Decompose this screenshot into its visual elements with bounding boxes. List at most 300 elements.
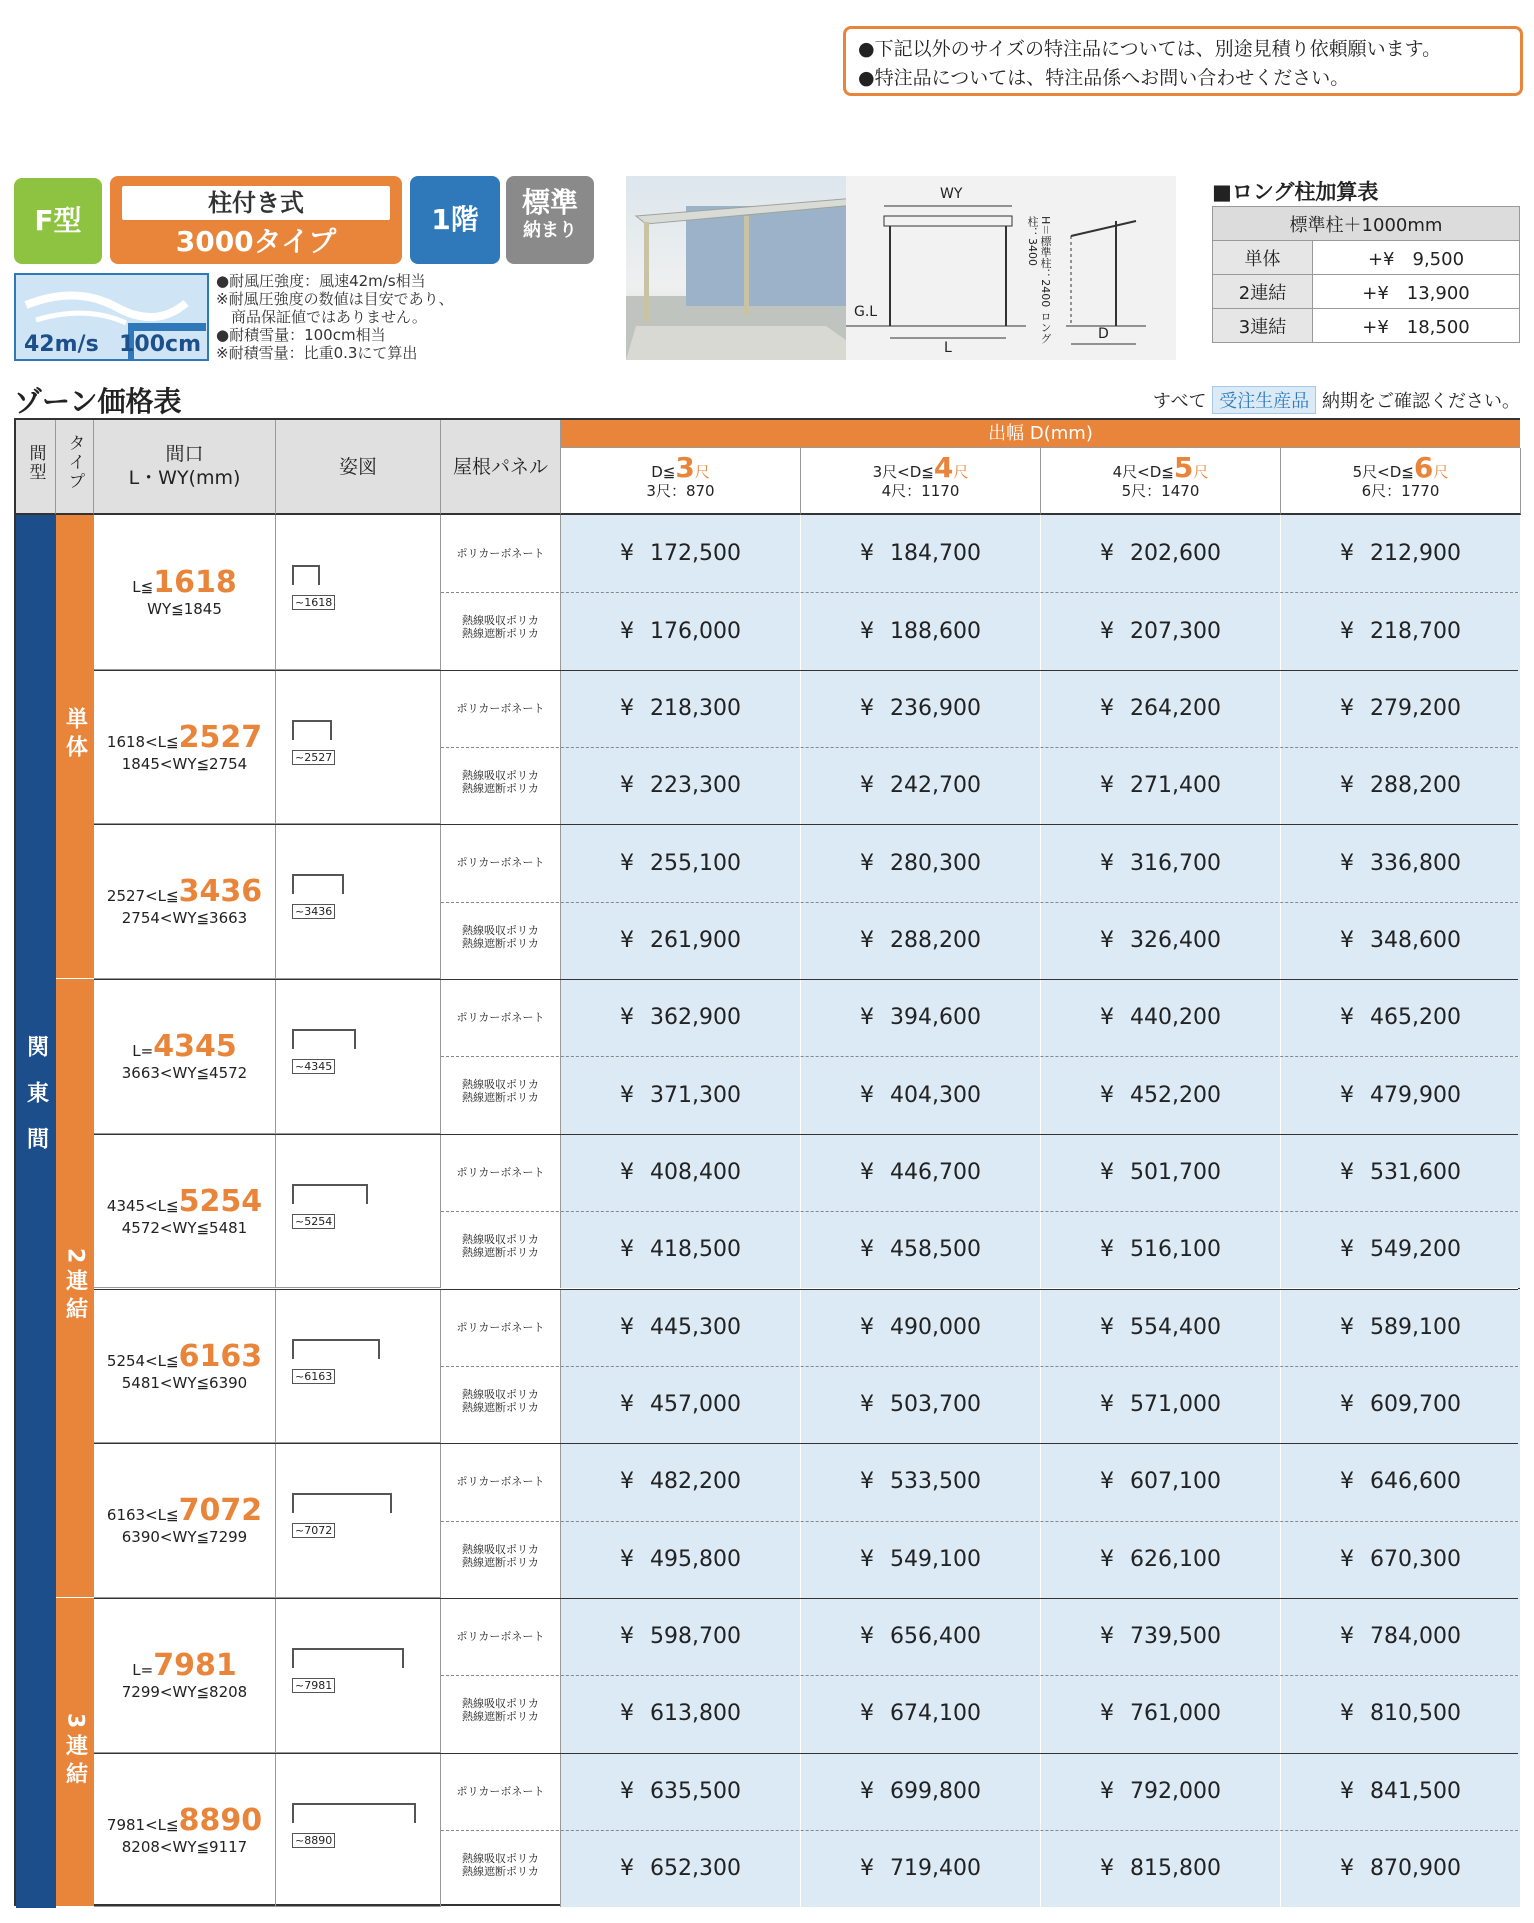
long-post-title: ■ロング柱加算表 [1212, 180, 1379, 204]
price-value: 336,800 [1370, 850, 1461, 876]
structure-figure [292, 1184, 368, 1204]
price-cell [1281, 1598, 1521, 1675]
size-cell [94, 1134, 276, 1289]
price-value: 490,000 [890, 1314, 981, 1340]
depth-header-3 [561, 448, 801, 515]
panel-heat-cut [441, 1056, 561, 1133]
header-panel: 屋根パネル [441, 420, 561, 515]
price-cell [801, 515, 1041, 592]
price-cell [561, 1598, 801, 1675]
price-value: 503,700 [890, 1392, 981, 1418]
size-pre: 5254<L≦ [106, 1351, 179, 1370]
size-pre: L≦ [132, 578, 154, 596]
panel-heat-absorb: 熱線吸収ポリカ [462, 614, 539, 628]
type-column-1 [56, 979, 94, 1598]
yen-sign: ¥ [1100, 695, 1114, 721]
type-column-2 [56, 1598, 94, 1907]
price-cell [1281, 1753, 1521, 1830]
panel-polycarbonate: ポリカーボネート [441, 1753, 561, 1830]
table-grid [16, 420, 1518, 1904]
depth-header-4 [801, 448, 1041, 515]
price-value: 635,500 [650, 1778, 741, 1804]
price-cell [561, 515, 801, 592]
spec-line: ※耐積雪量：比重0.3にて算出 [216, 344, 418, 362]
yen-sign: ¥ [1100, 1624, 1114, 1650]
header-maken [16, 420, 56, 515]
price-cell [1281, 747, 1521, 824]
yen-sign: ¥ [620, 1314, 634, 1340]
panel-heat-absorb: 熱線吸収ポリカ [462, 1542, 539, 1556]
price-value: 218,700 [1370, 618, 1461, 644]
yen-sign: ¥ [1340, 773, 1354, 799]
figure-width-label: ~8890 [292, 1833, 335, 1848]
price-cell [1281, 1211, 1521, 1288]
size-wy: 5481<WY≦6390 [121, 1373, 248, 1392]
panel-polycarbonate: ポリカーボネート [441, 1598, 561, 1675]
notice-box [843, 26, 1523, 96]
structure-figure [292, 1339, 380, 1359]
row-divider-dashed [441, 1366, 1518, 1367]
yen-sign: ¥ [620, 1624, 634, 1650]
price-value: 656,400 [890, 1624, 981, 1650]
structure-figure [292, 1803, 416, 1823]
price-value: 172,500 [650, 541, 741, 567]
header-figure: 姿図 [276, 420, 441, 515]
price-value: 212,900 [1370, 541, 1461, 567]
size-wy: 3663<WY≦4572 [121, 1064, 248, 1083]
panel-polycarbonate: ポリカーボネート [441, 824, 561, 901]
zone-note [1153, 386, 1520, 414]
size-value: 8890 [178, 1802, 263, 1838]
yen-sign: ¥ [1340, 1546, 1354, 1572]
long-post-label: 3連結 [1213, 309, 1313, 343]
price-value: 271,400 [1130, 773, 1221, 799]
yen-sign: ¥ [620, 773, 634, 799]
yen-sign: ¥ [860, 1701, 874, 1727]
standard-badge-line1: 標準 [521, 186, 578, 219]
long-post-table [1212, 206, 1520, 343]
price-cell [1281, 1289, 1521, 1366]
long-post-price: +¥ 9,500 [1313, 241, 1520, 275]
size-wy: 2754<WY≦3663 [121, 909, 248, 928]
size-value: 1618 [153, 565, 237, 600]
price-value: 288,200 [1370, 773, 1461, 799]
diagram-wy-label: WY [940, 186, 963, 202]
row-divider-dashed [441, 747, 1518, 748]
yen-sign: ¥ [1340, 1701, 1354, 1727]
depth-header-value: 5 [1173, 451, 1194, 484]
size-wy: 8208<WY≦9117 [121, 1837, 248, 1856]
price-value: 652,300 [650, 1856, 741, 1882]
price-value: 280,300 [890, 850, 981, 876]
price-cell [561, 979, 801, 1056]
zone-column-label: 関東間 [23, 1035, 49, 1173]
row-divider-dashed [441, 1056, 1518, 1057]
terrace-illustration [626, 176, 874, 360]
row-divider-solid [94, 979, 1518, 980]
price-cell [1281, 592, 1521, 669]
price-value: 613,800 [650, 1701, 741, 1727]
price-value: 264,200 [1130, 695, 1221, 721]
depth-header-sub: 5尺：1470 [1121, 482, 1200, 500]
price-cell [1041, 515, 1281, 592]
type-badge [110, 176, 402, 264]
row-divider-solid [94, 824, 1518, 825]
size-cell [94, 515, 276, 670]
zone-price-table [14, 418, 1520, 1906]
price-cell [561, 1521, 801, 1598]
price-value: 674,100 [890, 1701, 981, 1727]
price-cell [801, 592, 1041, 669]
depth-header-unit: 尺 [953, 463, 969, 481]
yen-sign: ¥ [860, 541, 874, 567]
panel-polycarbonate: ポリカーボネート [441, 979, 561, 1056]
yen-sign: ¥ [860, 1546, 874, 1572]
long-post-label: 2連結 [1213, 275, 1313, 309]
panel-heat-cut [441, 747, 561, 824]
price-cell [801, 1753, 1041, 1830]
figure-cell [276, 670, 441, 825]
price-cell [1041, 1289, 1281, 1366]
yen-sign: ¥ [1100, 1856, 1114, 1882]
type-column-0 [56, 515, 94, 979]
price-cell [1281, 1443, 1521, 1520]
yen-sign: ¥ [620, 1778, 634, 1804]
price-value: 533,500 [890, 1469, 981, 1495]
price-cell [1281, 824, 1521, 901]
yen-sign: ¥ [860, 773, 874, 799]
row-divider-dashed [441, 1675, 1518, 1676]
yen-sign: ¥ [620, 695, 634, 721]
figure-width-label: ~6163 [292, 1369, 335, 1384]
header-depth: 出幅 D(mm) [561, 420, 1520, 448]
row-divider-solid [94, 1598, 1518, 1599]
panel-heat-cut [441, 1366, 561, 1443]
wind-snow-icon [14, 273, 209, 361]
long-post-price: +¥ 18,500 [1313, 309, 1520, 343]
price-value: 626,100 [1130, 1546, 1221, 1572]
figure-width-label: ~7981 [292, 1678, 335, 1693]
price-value: 394,600 [890, 1005, 981, 1031]
yen-sign: ¥ [1100, 1159, 1114, 1185]
price-value: 362,900 [650, 1005, 741, 1031]
price-cell [801, 1366, 1041, 1443]
yen-sign: ¥ [1100, 927, 1114, 953]
depth-header-6 [1281, 448, 1521, 515]
size-wy: 7299<WY≦8208 [121, 1682, 248, 1701]
price-cell [561, 747, 801, 824]
spec-line: ●耐風圧強度：風速42m/s相当 [216, 272, 426, 290]
row-divider-solid [94, 670, 1518, 671]
price-value: 288,200 [890, 927, 981, 953]
zone-note-pre: すべて [1152, 391, 1207, 412]
price-value: 242,700 [890, 773, 981, 799]
price-cell [1041, 1056, 1281, 1133]
price-cell [801, 1211, 1041, 1288]
size-pre: 6163<L≦ [106, 1506, 179, 1525]
spec-line: ●耐積雪量：100cm相当 [216, 326, 386, 344]
yen-sign: ¥ [620, 1082, 634, 1108]
size-pre: L= [132, 1660, 154, 1679]
zone-note-post: 納期をご確認ください。 [1322, 391, 1520, 412]
yen-sign: ¥ [620, 1159, 634, 1185]
yen-sign: ¥ [1340, 1314, 1354, 1340]
zone-price-title: ゾーン価格表 [14, 385, 182, 418]
yen-sign: ¥ [860, 1392, 874, 1418]
yen-sign: ¥ [1340, 1778, 1354, 1804]
price-value: 458,500 [890, 1237, 981, 1263]
price-cell [1041, 1753, 1281, 1830]
yen-sign: ¥ [1340, 1237, 1354, 1263]
product-photo [626, 176, 874, 360]
yen-sign: ¥ [1100, 1392, 1114, 1418]
panel-heat-absorb: 熱線吸収ポリカ [462, 1697, 539, 1711]
price-cell [1041, 824, 1281, 901]
size-pre: L= [132, 1042, 154, 1061]
price-value: 495,800 [650, 1546, 741, 1572]
panel-polycarbonate: ポリカーボネート [441, 1134, 561, 1211]
size-wy: 4572<WY≦5481 [121, 1218, 248, 1237]
figure-cell [276, 1134, 441, 1289]
row-divider-dashed [441, 1521, 1518, 1522]
price-value: 218,300 [650, 695, 741, 721]
price-cell [561, 1056, 801, 1133]
price-value: 223,300 [650, 773, 741, 799]
price-cell [561, 1443, 801, 1520]
yen-sign: ¥ [620, 1005, 634, 1031]
price-cell [1281, 1056, 1521, 1133]
price-cell [1041, 670, 1281, 747]
row-divider-solid [94, 1134, 1518, 1135]
yen-sign: ¥ [1100, 1314, 1114, 1340]
price-value: 279,200 [1370, 695, 1461, 721]
depth-header-pre: 5尺<D≦ [1352, 463, 1414, 481]
panel-heat-cut [441, 1675, 561, 1752]
figure-cell [276, 515, 441, 670]
figure-cell [276, 1598, 441, 1753]
panel-heat-absorb: 熱線吸収ポリカ [462, 1078, 539, 1092]
price-value: 184,700 [890, 541, 981, 567]
price-value: 418,500 [650, 1237, 741, 1263]
panel-heat-cut [441, 1830, 561, 1907]
structure-figure [292, 720, 332, 740]
yen-sign: ¥ [860, 850, 874, 876]
yen-sign: ¥ [1340, 695, 1354, 721]
size-cell [94, 670, 276, 825]
price-value: 670,300 [1370, 1546, 1461, 1572]
price-cell [1041, 1443, 1281, 1520]
price-value: 531,600 [1370, 1159, 1461, 1185]
panel-heat-block: 熱線遮断ポリカ [462, 782, 539, 796]
standard-badge-line2: 納まり [523, 220, 577, 241]
size-value: 2527 [178, 719, 263, 755]
price-cell [561, 1289, 801, 1366]
yen-sign: ¥ [1100, 850, 1114, 876]
price-value: 482,200 [650, 1469, 741, 1495]
size-pre: 2527<L≦ [106, 887, 179, 906]
yen-sign: ¥ [1100, 1546, 1114, 1572]
price-cell [561, 670, 801, 747]
header-type [56, 420, 94, 515]
price-cell [1281, 515, 1521, 592]
price-value: 446,700 [890, 1159, 981, 1185]
row-divider-dashed [441, 1211, 1518, 1212]
price-cell [561, 1675, 801, 1752]
figure-cell [276, 1289, 441, 1444]
price-cell [801, 1675, 1041, 1752]
depth-header-value: 3 [675, 451, 695, 484]
yen-sign: ¥ [620, 927, 634, 953]
size-value: 7981 [153, 1647, 237, 1683]
panel-heat-block: 熱線遮断ポリカ [462, 1710, 539, 1724]
price-cell [801, 1830, 1041, 1907]
price-cell [1041, 592, 1281, 669]
type-badge-line2: 3000タイプ [175, 225, 337, 258]
snow-load-label: 100cm [119, 332, 201, 357]
figure-width-label: ~3436 [292, 904, 335, 919]
size-value: 5254 [178, 1183, 263, 1219]
yen-sign: ¥ [860, 1005, 874, 1031]
row-divider-dashed [441, 902, 1518, 903]
price-cell [561, 1366, 801, 1443]
price-cell [801, 1598, 1041, 1675]
panel-heat-block: 熱線遮断ポリカ [462, 627, 539, 641]
made-to-order-tag: 受注生産品 [1212, 386, 1316, 414]
price-value: 589,100 [1370, 1314, 1461, 1340]
price-value: 609,700 [1370, 1392, 1461, 1418]
panel-heat-cut [441, 1521, 561, 1598]
yen-sign: ¥ [1340, 618, 1354, 644]
price-value: 761,000 [1130, 1701, 1221, 1727]
yen-sign: ¥ [860, 695, 874, 721]
price-cell [801, 1056, 1041, 1133]
price-value: 554,400 [1130, 1314, 1221, 1340]
yen-sign: ¥ [1100, 1005, 1114, 1031]
price-cell [1281, 979, 1521, 1056]
price-cell [801, 824, 1041, 901]
size-wy: 1845<WY≦2754 [121, 754, 248, 773]
depth-header-pre: D≦ [651, 463, 676, 481]
panel-polycarbonate: ポリカーボネート [441, 670, 561, 747]
depth-header-5 [1041, 448, 1281, 515]
price-value: 719,400 [890, 1856, 981, 1882]
price-cell [801, 747, 1041, 824]
depth-header-unit: 尺 [1193, 463, 1209, 481]
size-value: 3436 [178, 874, 263, 910]
price-cell [1041, 1830, 1281, 1907]
price-cell [561, 1134, 801, 1211]
panel-polycarbonate: ポリカーボネート [441, 515, 561, 592]
yen-sign: ¥ [860, 1082, 874, 1108]
price-cell [1041, 902, 1281, 979]
yen-sign: ¥ [860, 1624, 874, 1650]
price-cell [1281, 1675, 1521, 1752]
size-cell [94, 1443, 276, 1598]
price-value: 549,200 [1370, 1237, 1461, 1263]
depth-header-sub: 6尺：1770 [1361, 482, 1440, 500]
price-cell [801, 1289, 1041, 1366]
figure-width-label: ~2527 [292, 750, 335, 765]
yen-sign: ¥ [860, 1314, 874, 1340]
depth-header-value: 4 [933, 451, 954, 484]
type-column-label: 単体 [62, 707, 88, 764]
price-value: 236,900 [890, 695, 981, 721]
dimension-diagram [846, 176, 1176, 360]
size-cell [94, 1289, 276, 1444]
yen-sign: ¥ [1340, 1624, 1354, 1650]
price-value: 316,700 [1130, 850, 1221, 876]
yen-sign: ¥ [1340, 1159, 1354, 1185]
price-value: 371,300 [650, 1082, 741, 1108]
yen-sign: ¥ [860, 1778, 874, 1804]
floor-badge: 1階 [410, 176, 500, 264]
structure-figure [292, 1029, 356, 1049]
price-value: 404,300 [890, 1082, 981, 1108]
depth-header-pre: 3尺<D≦ [872, 463, 934, 481]
yen-sign: ¥ [860, 1237, 874, 1263]
price-value: 699,800 [890, 1778, 981, 1804]
yen-sign: ¥ [1100, 773, 1114, 799]
diagram-gl-label: G.L [854, 304, 878, 320]
row-divider-solid [94, 1443, 1518, 1444]
price-cell [1041, 1675, 1281, 1752]
price-cell [1281, 902, 1521, 979]
price-value: 348,600 [1370, 927, 1461, 953]
wind-speed-label: 42m/s [24, 332, 99, 357]
panel-polycarbonate: ポリカーボネート [441, 1443, 561, 1520]
diagram-l-label: L [944, 340, 952, 356]
size-pre: 4345<L≦ [106, 1196, 179, 1215]
price-cell [1041, 1521, 1281, 1598]
zone-column [16, 515, 56, 1908]
row-divider-dashed [441, 1830, 1518, 1831]
yen-sign: ¥ [860, 618, 874, 644]
panel-heat-block: 熱線遮断ポリカ [462, 936, 539, 950]
type-column-label: 3連結 [62, 1712, 88, 1790]
figure-width-label: ~4345 [292, 1059, 335, 1074]
row-divider-solid [94, 1753, 1518, 1754]
price-value: 207,300 [1130, 618, 1221, 644]
price-value: 501,700 [1130, 1159, 1221, 1185]
depth-header-pre: 4尺<D≦ [1112, 463, 1174, 481]
price-value: 598,700 [650, 1624, 741, 1650]
size-cell [94, 1753, 276, 1908]
price-value: 445,300 [650, 1314, 741, 1340]
price-cell [801, 670, 1041, 747]
price-value: 440,200 [1130, 1005, 1221, 1031]
yen-sign: ¥ [1100, 1237, 1114, 1263]
price-value: 465,200 [1370, 1005, 1461, 1031]
yen-sign: ¥ [860, 1469, 874, 1495]
size-wy: WY≦1845 [147, 600, 222, 618]
price-cell [1041, 747, 1281, 824]
price-cell [561, 902, 801, 979]
yen-sign: ¥ [620, 1856, 634, 1882]
figure-cell [276, 979, 441, 1134]
price-cell [561, 592, 801, 669]
yen-sign: ¥ [1340, 1856, 1354, 1882]
type-column-label: 2連結 [62, 1248, 88, 1326]
panel-heat-absorb: 熱線吸収ポリカ [462, 923, 539, 937]
diagram-d-label: D [1098, 326, 1109, 342]
yen-sign: ¥ [1340, 1469, 1354, 1495]
panel-heat-cut [441, 592, 561, 669]
price-cell [801, 979, 1041, 1056]
price-value: 452,200 [1130, 1082, 1221, 1108]
diagram-h-label: H＝標準柱：2400 ロング柱：3400 [1026, 216, 1052, 344]
ftype-badge: F型 [14, 178, 102, 264]
price-value: 841,500 [1370, 1778, 1461, 1804]
